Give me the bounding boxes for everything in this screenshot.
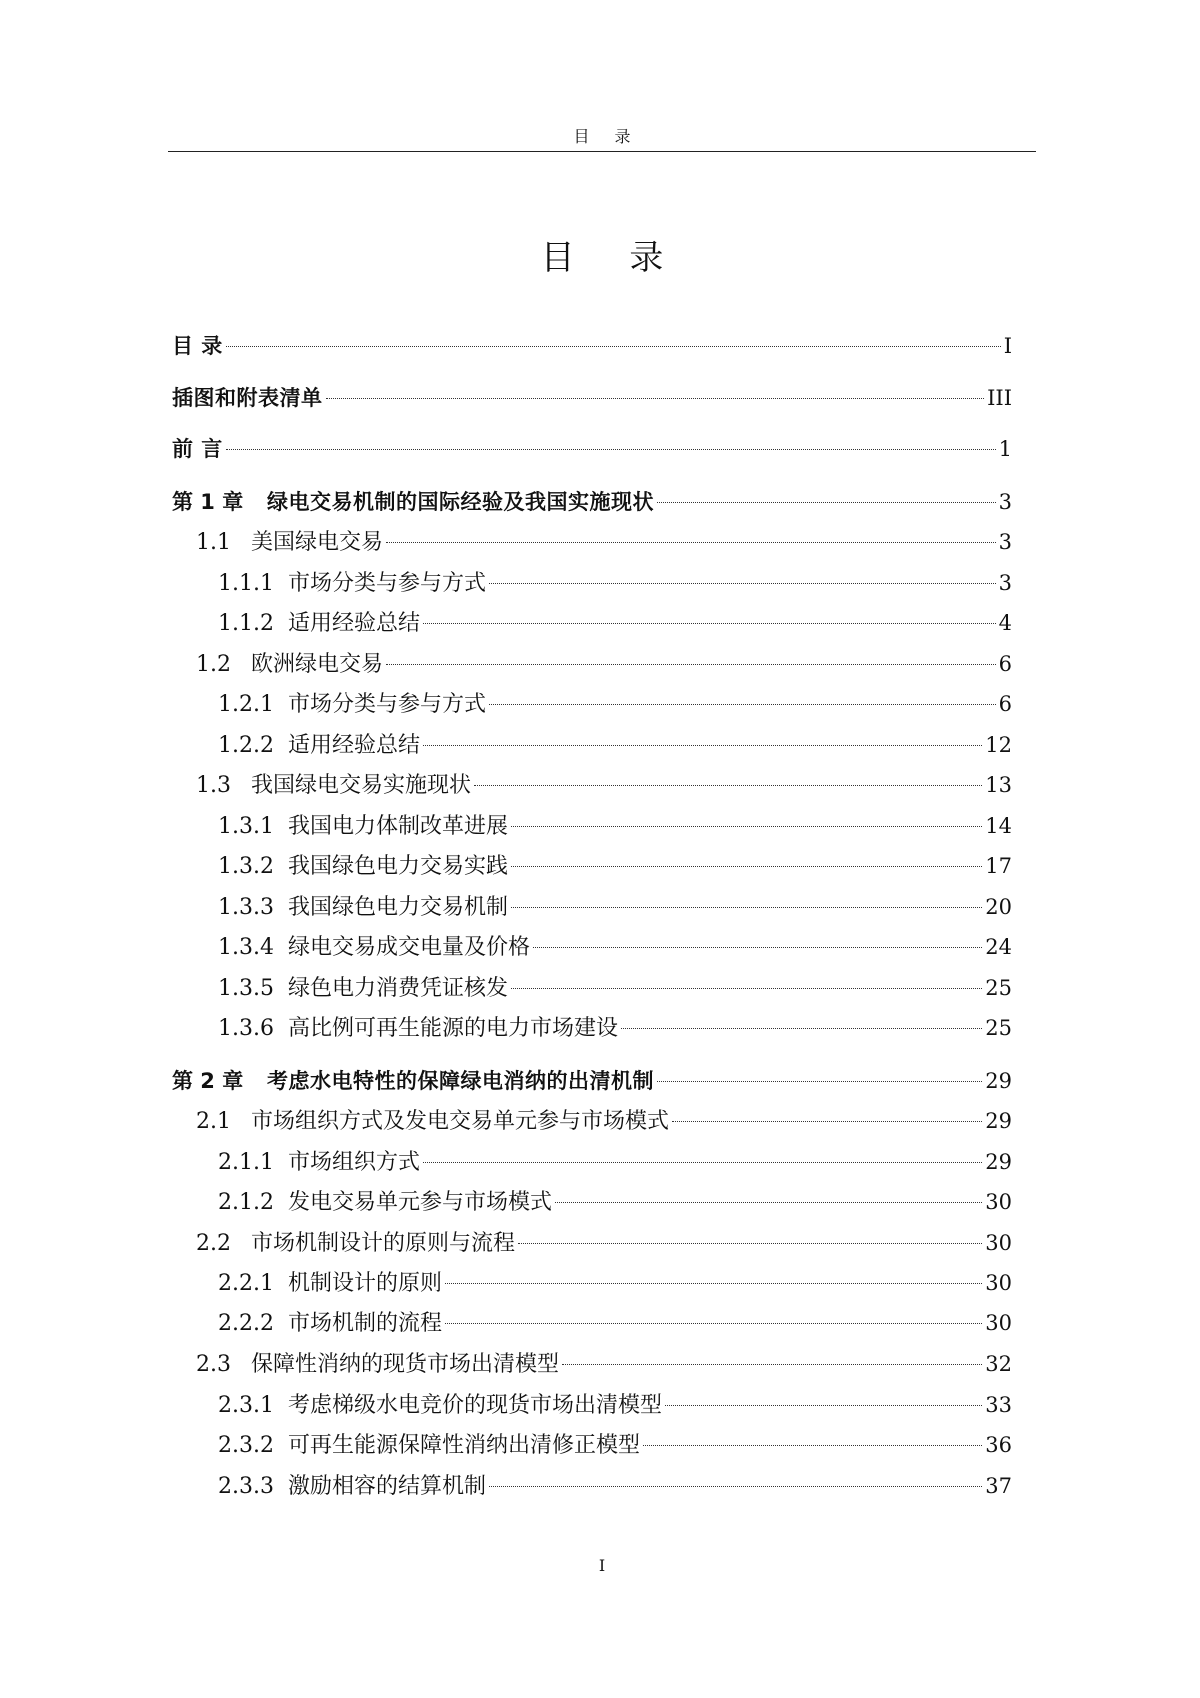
toc-dot-leader <box>226 449 996 450</box>
toc-entry-page-number: I <box>1003 334 1012 358</box>
toc-entry-page-number: 4 <box>998 611 1012 635</box>
toc-entry-title: 可再生能源保障性消纳出清修正模型 <box>288 1433 641 1458</box>
toc-entry-page-number: 30 <box>985 1311 1012 1335</box>
toc-entry-page-number: 29 <box>985 1150 1012 1174</box>
toc-entry-title: 适用经验总结 <box>288 733 421 758</box>
toc-entry[interactable] <box>196 1228 1012 1258</box>
toc-entry-number: 2.3.2 <box>218 1433 274 1458</box>
toc-entry-number: 1.3 <box>196 773 231 798</box>
toc-entry-page-number: 30 <box>985 1231 1012 1255</box>
toc-entry-title: 美国绿电交易 <box>251 530 384 555</box>
toc-entry-title: 发电交易单元参与市场模式 <box>288 1190 553 1215</box>
toc-entry-number: 2.1.1 <box>218 1150 274 1175</box>
toc-entry-page-number: 30 <box>985 1271 1012 1295</box>
toc-dot-leader <box>445 1323 982 1324</box>
toc-entry[interactable] <box>218 851 1012 881</box>
toc-entry-title: 市场机制设计的原则与流程 <box>251 1231 516 1256</box>
toc-entry[interactable] <box>218 1013 1012 1043</box>
toc-dot-leader <box>423 745 982 746</box>
toc-entry-page-number: 3 <box>998 490 1012 514</box>
toc-entry[interactable] <box>218 730 1012 760</box>
toc-entry-title: 市场分类与参与方式 <box>288 571 487 596</box>
toc-entry-title: 高比例可再生能源的电力市场建设 <box>288 1016 619 1041</box>
toc-entry-title: 插图和附表清单 <box>172 386 323 410</box>
toc-dot-leader <box>665 1405 982 1406</box>
toc-dot-leader <box>226 346 1001 347</box>
toc-entry[interactable] <box>196 1106 1012 1136</box>
toc-dot-leader <box>511 907 982 908</box>
toc-entry[interactable] <box>218 1390 1012 1420</box>
toc-entry-page-number: III <box>987 386 1012 410</box>
toc-dot-leader <box>555 1202 982 1203</box>
toc-entry[interactable] <box>218 689 1012 719</box>
toc-dot-leader <box>511 826 982 827</box>
toc-dot-leader <box>423 1162 982 1163</box>
toc-dot-leader <box>511 866 982 867</box>
toc-entry-page-number: 24 <box>985 935 1012 959</box>
toc-entry-title: 市场组织方式 <box>288 1150 421 1175</box>
toc-entry-page-number: 1 <box>998 437 1012 461</box>
toc-dot-leader <box>643 1445 982 1446</box>
toc-dot-leader <box>326 398 985 399</box>
toc-entry-page-number: 20 <box>985 895 1012 919</box>
toc-entry-title: 市场机制的流程 <box>288 1311 443 1336</box>
toc-entry-number: 1.3.2 <box>218 854 274 879</box>
toc-entry-title: 适用经验总结 <box>288 611 421 636</box>
toc-entry-title: 目 录 <box>172 334 223 358</box>
toc-entry-page-number: 3 <box>998 530 1012 554</box>
toc-entry-title: 考虑水电特性的保障绿电消纳的出清机制 <box>267 1069 654 1093</box>
toc-entry[interactable] <box>196 1349 1012 1379</box>
toc-entry-number: 1.1.2 <box>218 611 274 636</box>
toc-entry-page-number: 33 <box>985 1393 1012 1417</box>
toc-entry[interactable] <box>218 1187 1012 1217</box>
toc-entry-number: 1.2.1 <box>218 692 274 717</box>
toc-entry-number: 2.1.2 <box>218 1190 274 1215</box>
toc-entry-page-number: 32 <box>985 1352 1012 1376</box>
toc-entry-title: 前 言 <box>172 437 223 461</box>
toc-entry-number: 1.3.1 <box>218 814 274 839</box>
toc-entry-page-number: 17 <box>985 854 1012 878</box>
toc-dot-leader <box>445 1283 982 1284</box>
toc-entry[interactable] <box>172 434 1012 464</box>
toc-entry-number: 2.2.2 <box>218 1311 274 1336</box>
toc-entry-page-number: 30 <box>985 1190 1012 1214</box>
toc-entry-number: 第 2 章 <box>172 1069 244 1093</box>
toc-entry[interactable] <box>218 1471 1012 1501</box>
toc-dot-leader <box>562 1364 982 1365</box>
toc-dot-leader <box>657 502 996 503</box>
toc-entry-number: 1.1 <box>196 530 231 555</box>
toc-entry-page-number: 37 <box>985 1474 1012 1498</box>
toc-entry-page-number: 6 <box>998 652 1012 676</box>
toc-entry[interactable] <box>196 649 1012 679</box>
toc-entry-page-number: 29 <box>985 1109 1012 1133</box>
toc-entry-number: 1.3.6 <box>218 1016 274 1041</box>
toc-entry-title: 欧洲绿电交易 <box>251 652 384 677</box>
toc-entry[interactable] <box>218 1268 1012 1298</box>
toc-dot-leader <box>621 1028 982 1029</box>
toc-entry-number: 2.2 <box>196 1231 231 1256</box>
toc-entry-number: 1.2 <box>196 652 231 677</box>
toc-dot-leader <box>489 583 996 584</box>
toc-entry[interactable] <box>172 383 1012 413</box>
toc-entry[interactable] <box>218 811 1012 841</box>
toc-entry-page-number: 3 <box>998 571 1012 595</box>
toc-entry[interactable] <box>218 973 1012 1003</box>
toc-dot-leader <box>386 664 996 665</box>
toc-entry-number: 2.3 <box>196 1352 231 1377</box>
toc-entry[interactable] <box>218 892 1012 922</box>
toc-entry-number: 1.1.1 <box>218 571 274 596</box>
toc-entry[interactable] <box>172 331 1012 361</box>
toc-dot-leader <box>518 1243 982 1244</box>
toc-entry-page-number: 25 <box>985 976 1012 1000</box>
toc-entry-page-number: 12 <box>985 733 1012 757</box>
toc-entry-title: 市场组织方式及发电交易单元参与市场模式 <box>251 1109 670 1134</box>
toc-entry[interactable] <box>172 487 1012 517</box>
toc-dot-leader <box>657 1081 982 1082</box>
toc-entry-number: 2.3.3 <box>218 1474 274 1499</box>
toc-entry-page-number: 29 <box>985 1069 1012 1093</box>
toc-entry-title: 机制设计的原则 <box>288 1271 443 1296</box>
toc-entry[interactable] <box>218 568 1012 598</box>
toc-entry-title: 绿电交易成交电量及价格 <box>288 935 531 960</box>
toc-entry-title: 考虑梯级水电竞价的现货市场出清模型 <box>288 1393 663 1418</box>
toc-entry[interactable] <box>218 1430 1012 1460</box>
toc-entry[interactable] <box>196 770 1012 800</box>
toc-entry[interactable] <box>218 608 1012 638</box>
toc-entry-number: 2.2.1 <box>218 1271 274 1296</box>
toc-dot-leader <box>386 542 996 543</box>
toc-dot-leader <box>533 947 982 948</box>
toc-entry[interactable] <box>218 1308 1012 1338</box>
toc-entry-title: 绿色电力消费凭证核发 <box>288 976 509 1001</box>
toc-entry-number: 1.3.5 <box>218 976 274 1001</box>
toc-dot-leader <box>511 988 982 989</box>
toc-entry-title: 我国绿电交易实施现状 <box>251 773 472 798</box>
toc-entry-title: 保障性消纳的现货市场出清模型 <box>251 1352 560 1377</box>
toc-entry-title: 我国绿色电力交易机制 <box>288 895 509 920</box>
running-header: 目 录 <box>573 127 641 146</box>
toc-entry-number: 2.1 <box>196 1109 231 1134</box>
page-number: I <box>598 1556 606 1575</box>
toc-entry-number: 2.3.1 <box>218 1393 274 1418</box>
toc-entry-title: 我国绿色电力交易实践 <box>288 854 509 879</box>
toc-entry-page-number: 6 <box>998 692 1012 716</box>
toc-entry-number: 第 1 章 <box>172 490 244 514</box>
toc-entry-title: 绿电交易机制的国际经验及我国实施现状 <box>267 490 654 514</box>
toc-entry[interactable] <box>218 1147 1012 1177</box>
toc-entry-number: 1.3.3 <box>218 895 274 920</box>
toc-entry-title: 市场分类与参与方式 <box>288 692 487 717</box>
toc-entry[interactable] <box>196 527 1012 557</box>
toc-entry-title: 我国电力体制改革进展 <box>288 814 509 839</box>
toc-entry-title: 激励相容的结算机制 <box>288 1474 487 1499</box>
toc-dot-leader <box>672 1121 982 1122</box>
toc-dot-leader <box>474 785 982 786</box>
toc-entry-number: 1.2.2 <box>218 733 274 758</box>
toc-entry[interactable] <box>218 932 1012 962</box>
toc-entry-page-number: 36 <box>985 1433 1012 1457</box>
toc-entry-page-number: 14 <box>985 814 1012 838</box>
toc-entry[interactable] <box>172 1066 1012 1096</box>
page-title: 目 录 <box>540 238 686 278</box>
toc-entry-page-number: 25 <box>985 1016 1012 1040</box>
toc-entry-page-number: 13 <box>985 773 1012 797</box>
toc-entry-number: 1.3.4 <box>218 935 274 960</box>
toc-dot-leader <box>489 704 996 705</box>
toc-dot-leader <box>489 1486 982 1487</box>
toc-dot-leader <box>423 623 996 624</box>
